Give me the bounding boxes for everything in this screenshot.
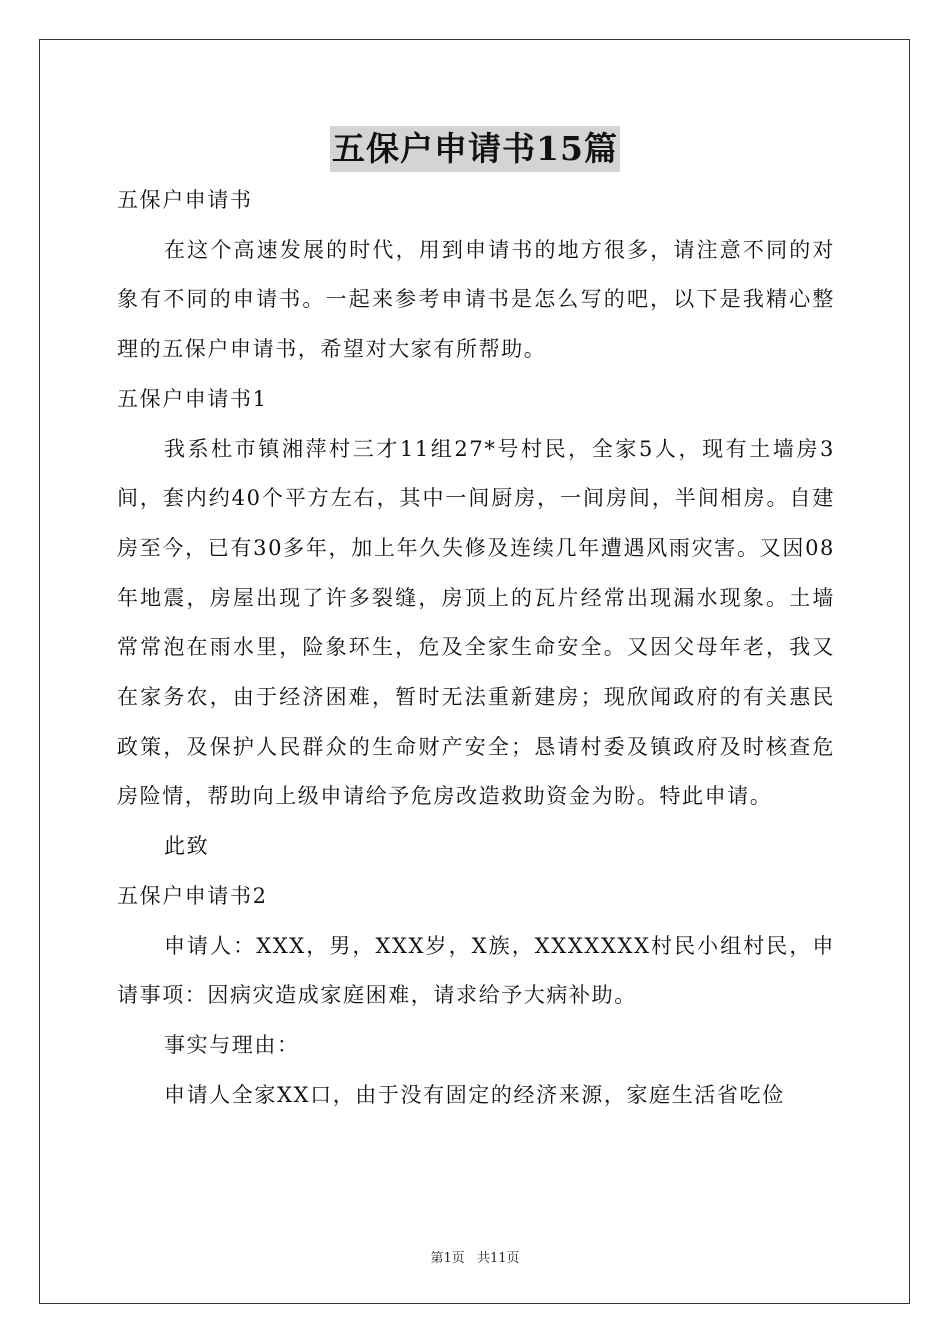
page-footer: [0, 1247, 950, 1266]
page-total: 共11页: [476, 1251, 520, 1266]
paragraph: 我系杜市镇湘萍村三才11组27*号村民，全家5人，现有土墙房3间，套内约40个平方左右，其中一间厨房，一间房间，半间相房。自建房至今，已有30多年，加上年久失修及连续几年遭遇风雨灾害。又因08年地震，房屋出现了许多裂缝，房顶上的瓦片经常出现漏水现象。土墙常常泡在雨水里，险象环生，危及全家生命安全。又因父母年老，我又在家务农，由于经济困难，暂时无法重新建房；现欣闻政府的有关惠民政策，及保护人民群众的生命财产安全；恳请村委及镇政府及时核查危房险情，帮助向上级申请给予危房改造救助资金为盼。特此申请。: [117, 436, 835, 809]
paragraph: 事实与理由：: [164, 1032, 300, 1057]
paragraph: 申请人全家XX口，由于没有固定的经济来源，家庭生活省吃俭: [164, 1082, 785, 1107]
paragraph: 在这个高速发展的时代，用到申请书的地方很多，请注意不同的对象有不同的申请书。一起来参考申请书是怎么写的吧，以下是我精心整理的五保户申请书，希望对大家有所帮助。: [117, 237, 835, 362]
paragraph: 申请人：XXX，男，XXX岁，X族，XXXXXXX村民小组村民，申请事项：因病灾造成家庭困难，请求给予大病补助。: [117, 933, 835, 1008]
paragraph: 此致: [164, 834, 210, 859]
paragraph: 五保户申请书: [117, 188, 253, 212]
title-container: [0, 126, 950, 172]
page-number: 第1页: [430, 1251, 465, 1266]
section-heading: 五保户申请书1: [117, 386, 268, 411]
document-body: [117, 176, 835, 1120]
document-title: 五保户申请书15篇: [330, 126, 620, 172]
section-heading: 五保户申请书2: [117, 883, 268, 908]
